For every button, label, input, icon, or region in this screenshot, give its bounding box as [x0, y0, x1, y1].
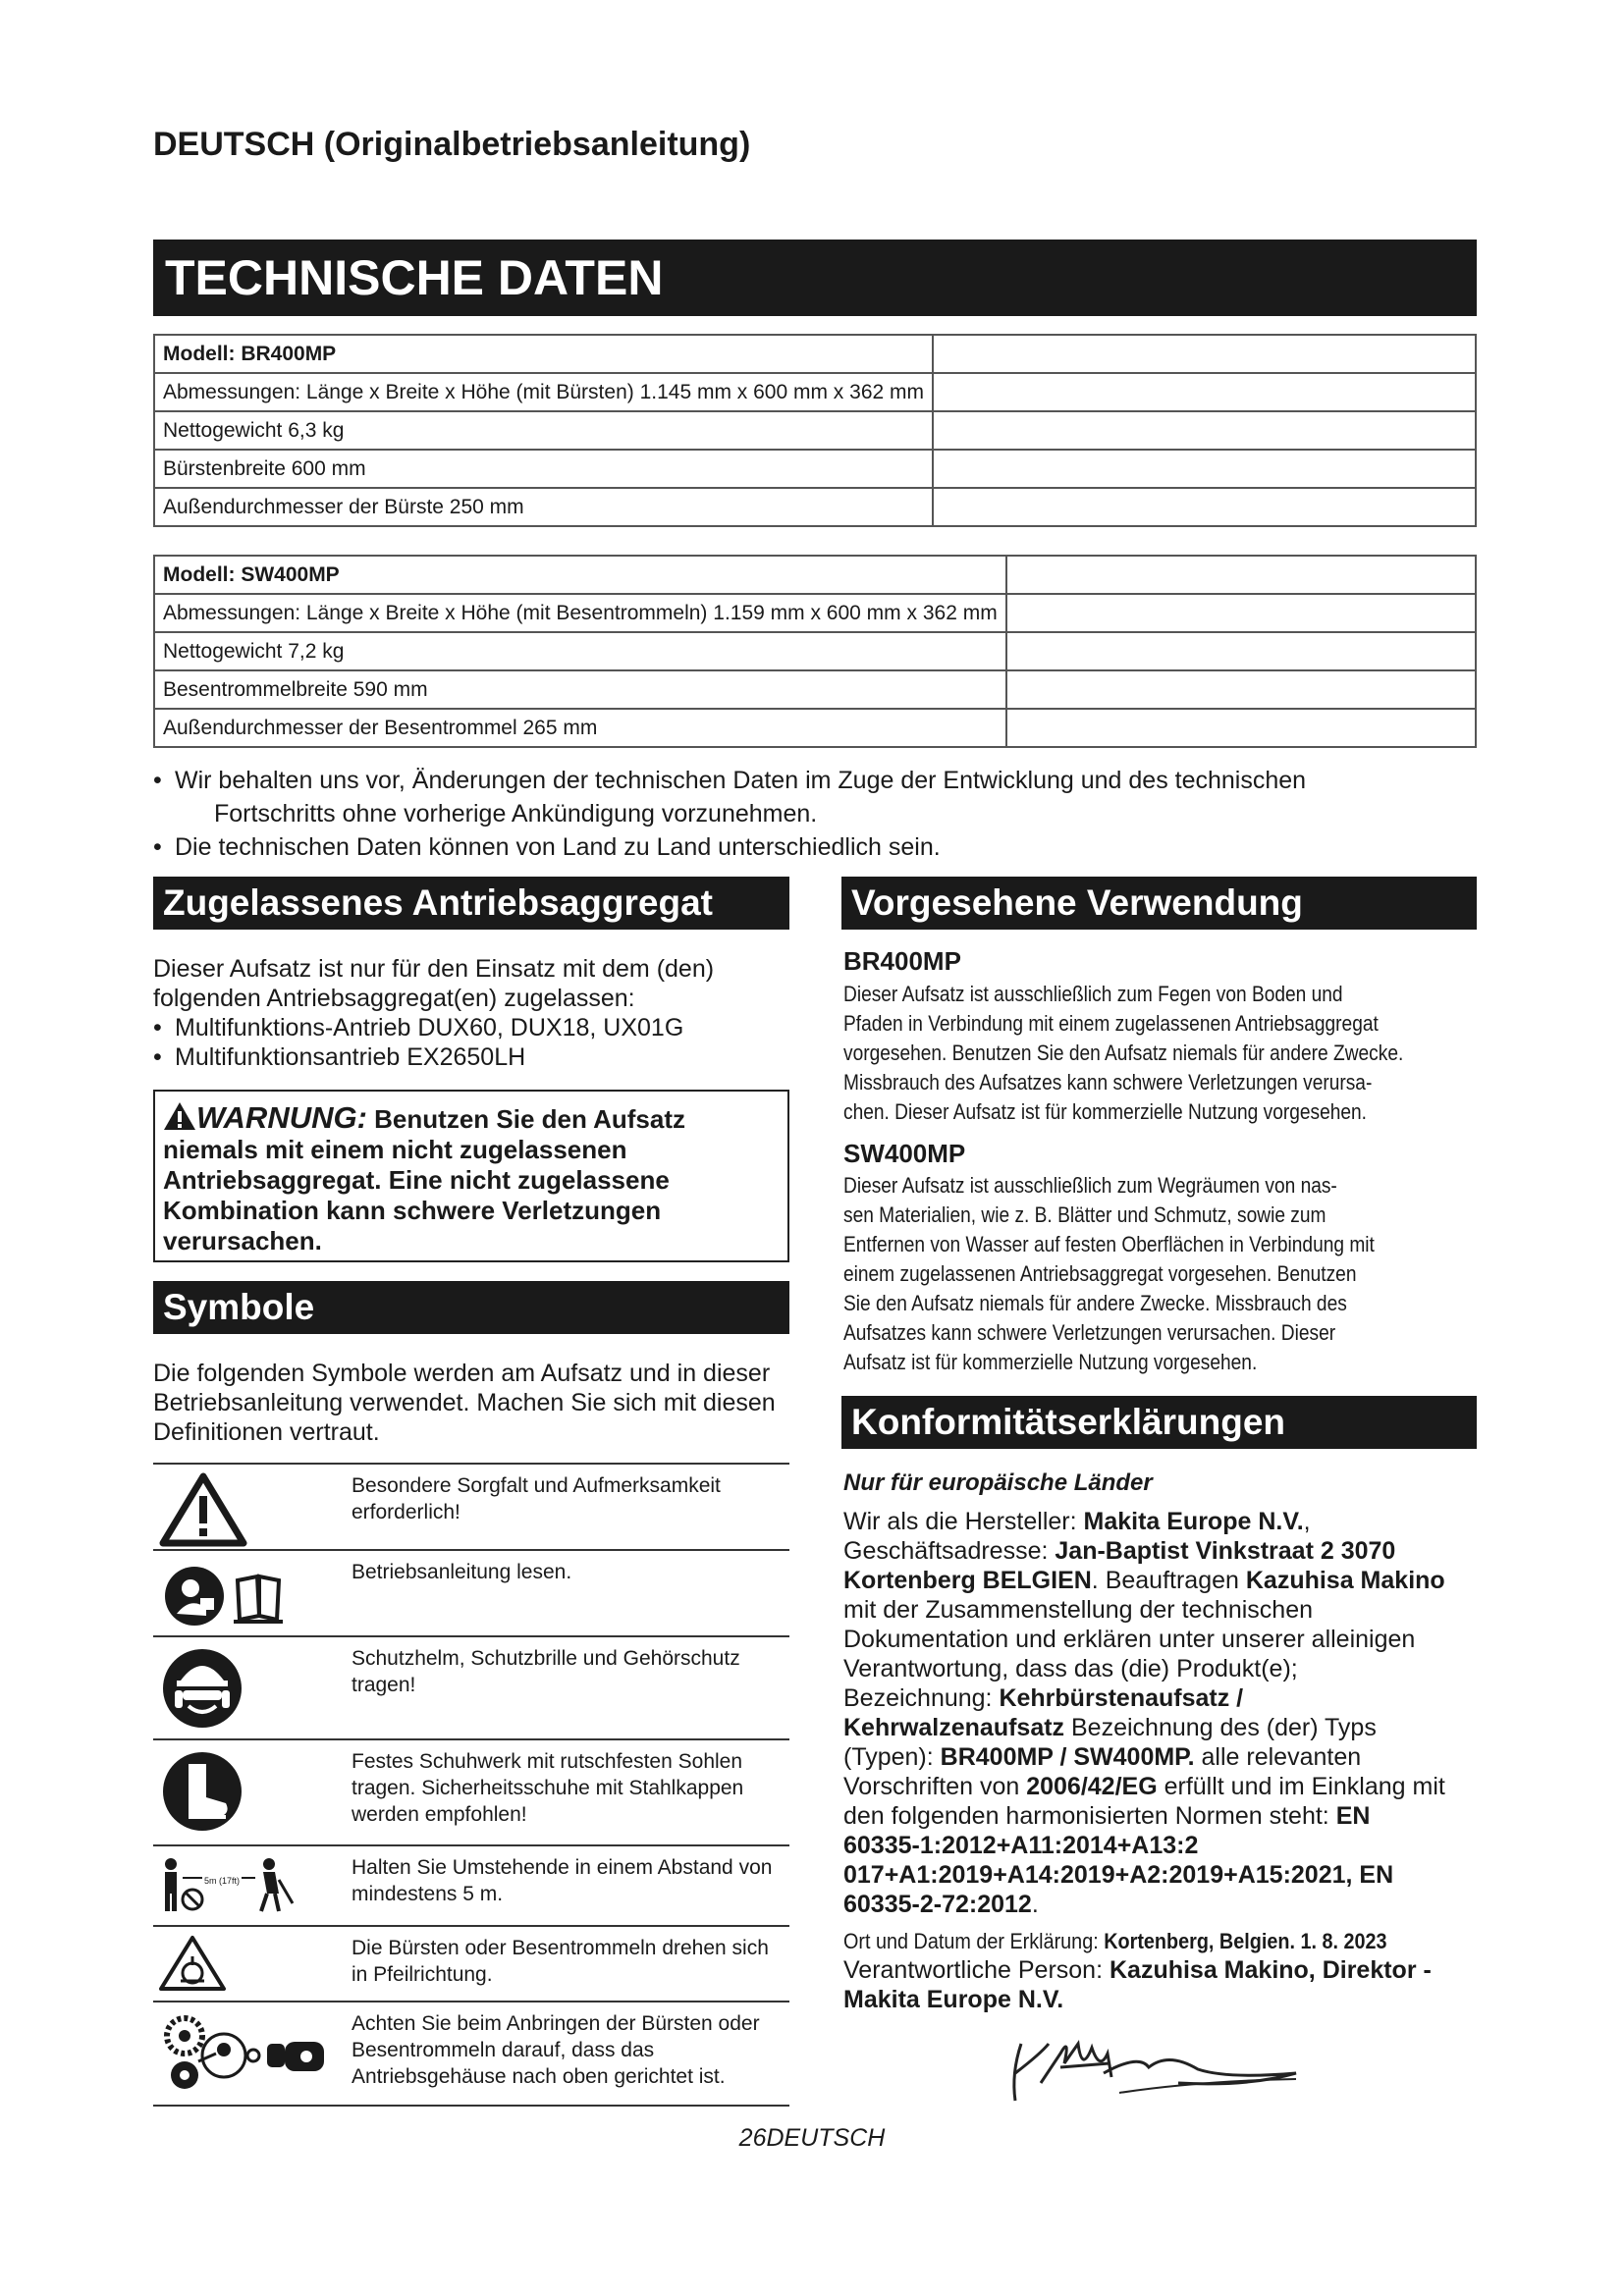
approved-unit-section: [153, 954, 789, 1072]
page-footer: 26DEUTSCH: [738, 2124, 886, 2152]
symbols-heading: Symbole: [153, 1281, 789, 1334]
symbol-description: Schutzhelm, Schutzbrille und Gehörschutz tragen!: [352, 1647, 740, 1696]
warning-box: [153, 1090, 789, 1262]
symbol-row: [153, 1463, 789, 1549]
note-item-continued: Fortschritts ohne vorherige Ankündigung vorzunehmen.: [214, 800, 818, 828]
harmonised-standards: EN 60335-1:2012+A11:2014+A13:2 017+A1:2019+A14:2019+A2:2019+A15:2021, EN 60335-2-72:2012: [843, 1802, 1394, 1918]
symbol-row: [153, 1844, 789, 1925]
spec-cell: Außendurchmesser der Bürste 250 mm: [154, 488, 933, 526]
keep-distance-icon: [159, 1854, 336, 1920]
symbol-description: Festes Schuhwerk mit rutschfesten Sohlen tragen. Sicherheitsschuhe mit Stahlkappen werden empfohlen!: [352, 1750, 744, 1826]
spec-cell: Nettogewicht 7,2 kg: [154, 632, 1006, 670]
spec-cell: Außendurchmesser der Besentrommel 265 mm: [154, 709, 1006, 747]
intended-use-sw-text: Dieser Aufsatz ist ausschließlich zum Wegräumen von nas- sen Materialien, wie z. B. Blätter und Schmutz, sowie zum Entfernen von Wasser auf festen Oberflächen in Verbindung mit einem zugelassenen Antriebsaggregat vorgesehen. Benutzen Sie den Aufsatz niemals für andere Zwecke. Missbrauch des Aufsatzes kann schwere Verletzungen verursachen. Dieser Aufsatz ist für kommerzielle Nutzung vorgesehen.: [843, 1173, 1375, 1374]
protective-gear-icon: [159, 1645, 336, 1736]
warning-text: Benutzen Sie den Aufsatz niemals mit einem nicht zugelassenen Antriebsaggregat. Eine nicht zugelassene Kombination kann schwere Verletzungen verursachen.: [163, 1104, 686, 1255]
spec-table-br400mp: [153, 334, 1477, 527]
spec-model-cell: Modell: BR400MP: [154, 335, 933, 373]
symbol-description: Betriebsanleitung lesen.: [352, 1561, 572, 1583]
symbol-row: [153, 2001, 789, 2107]
intended-use-br-model: BR400MP: [843, 946, 961, 976]
symbols-table: [153, 1463, 789, 2107]
technical-data-heading: TECHNISCHE DATEN: [153, 240, 1477, 316]
spec-cell: Bürstenbreite 600 mm: [154, 450, 933, 488]
safety-boots-icon: [159, 1748, 336, 1840]
symbols-intro: Die folgenden Symbole werden am Aufsatz und in dieser Betriebsanleitung verwendet. Machen Sie sich mit diesen Definitionen vertraut.: [153, 1360, 776, 1446]
manufacturer-address: Jan-Baptist Vinkstraat 2 3070 Kortenberg BELGIEN: [843, 1537, 1396, 1594]
manufacturer-name: Makita Europe N.V.: [1083, 1508, 1304, 1535]
rotation-direction-icon: [159, 1935, 336, 1997]
declaration-place-date: Ort und Datum der Erklärung: Kortenberg, Belgien. 1. 8. 2023: [843, 1929, 1387, 1953]
symbol-description: Achten Sie beim Anbringen der Bürsten oder Besentrommeln darauf, dass das Antriebsgehäuse nach oben gerichtet ist.: [352, 2012, 760, 2088]
intended-use-br-text: Dieser Aufsatz ist ausschließlich zum Fegen von Boden und Pfaden in Verbindung mit einem zugelassenen Antriebsaggregat vorgesehen. Benutzen Sie den Aufsatz niemals für andere Zwecke. Missbrauch des Aufsatzes kann schwere Verletzungen verursa- chen. Dieser Aufsatz ist für kommerzielle Nutzung vorgesehen.: [843, 982, 1404, 1124]
conformity-declaration: Wir als die Hersteller: Makita Europe N.V., Geschäftsadresse: Jan-Baptist Vinkstraat 2 3070 Kortenberg BELGIEN. Beauftragen Kazuhisa Makino mit der Zusammenstellung der technischen Dokumentation und erklären unter unserer alleinigen Verantwortung, dass das (die) Produkt(e); Bezeichnung: Kehrbürstenaufsatz / Kehrwalzenaufsatz Bezeichnung des (der) Typs (Typen): BR400MP / SW400MP. alle relevanten Vorschriften von 2006/42/EG erfüllt und im Einklang mit den folgenden harmonisierten Normen steht: EN 60335-1:2012+A11:2014+A13:2 017+A1:2019+A14:2019+A2:2019+A15:2021, EN 60335-2-72:2012.: [843, 1508, 1445, 1918]
mounting-orientation-icon: [159, 2010, 336, 2102]
product-types: BR400MP / SW400MP.: [940, 1743, 1195, 1771]
warning-label: WARNUNG:: [196, 1100, 367, 1135]
spec-table-sw400mp: [153, 555, 1477, 748]
spec-cell: Nettogewicht 6,3 kg: [154, 411, 933, 450]
directive: 2006/42/EG: [1026, 1773, 1158, 1800]
symbol-description: Die Bürsten oder Besentrommeln drehen sich in Pfeilrichtung.: [352, 1937, 769, 1986]
symbol-description: Halten Sie Umstehende in einem Abstand von mindestens 5 m.: [352, 1856, 773, 1905]
authorized-person: Kazuhisa Makino: [1245, 1567, 1445, 1594]
warning-triangle-icon: [159, 1472, 336, 1552]
document-language-title: DEUTSCH (Originalbetriebsanleitung): [153, 126, 751, 163]
conformity-region: Nur für europäische Länder: [843, 1469, 1153, 1496]
read-manual-icon: [159, 1559, 336, 1634]
symbol-row: [153, 1635, 789, 1738]
spec-cell: Abmessungen: Länge x Breite x Höhe (mit Besentrommeln) 1.159 mm x 600 mm x 362 mm: [154, 594, 1006, 632]
symbol-row: [153, 1549, 789, 1635]
note-item: • Die technischen Daten können von Land zu Land unterschiedlich sein.: [153, 830, 1477, 864]
spec-cell: Abmessungen: Länge x Breite x Höhe (mit Bürsten) 1.145 mm x 600 mm x 362 mm: [154, 373, 933, 411]
technical-notes: [153, 764, 1477, 864]
symbol-description: Besondere Sorgfalt und Aufmerksamkeit erforderlich!: [352, 1474, 721, 1523]
intended-use-sw-model: SW400MP: [843, 1139, 966, 1168]
spec-cell: Besentrommelbreite 590 mm: [154, 670, 1006, 709]
signature-image: [1001, 2024, 1316, 2117]
approved-unit-item: • Multifunktionsantrieb EX2650LH: [153, 1042, 789, 1072]
spec-model-cell: Modell: SW400MP: [154, 556, 1006, 594]
intended-use-heading: Vorgesehene Verwendung: [841, 877, 1477, 930]
symbol-row: [153, 1738, 789, 1844]
approved-unit-intro: Dieser Aufsatz ist nur für den Einsatz mit dem (den) folgenden Antriebsaggregat(en) zugelassen:: [153, 955, 715, 1012]
responsible-person: Verantwortliche Person: Kazuhisa Makino, Direktor - Makita Europe N.V.: [843, 1956, 1432, 2013]
distance-label: 5m (17ft): [204, 1876, 241, 1886]
note-item: • Wir behalten uns vor, Änderungen der technischen Daten im Zuge der Entwicklung und des technischen: [153, 764, 1477, 797]
product-designation: Kehrbürstenaufsatz / Kehrwalzenaufsatz: [843, 1684, 1244, 1741]
warning-triangle-icon: [163, 1101, 196, 1131]
approved-unit-heading: Zugelassenes Antriebsaggregat: [153, 877, 789, 930]
symbol-row: [153, 1925, 789, 2001]
approved-unit-item: • Multifunktions-Antrieb DUX60, DUX18, UX01G: [153, 1013, 789, 1042]
conformity-heading: Konformitätserklärungen: [841, 1396, 1477, 1449]
